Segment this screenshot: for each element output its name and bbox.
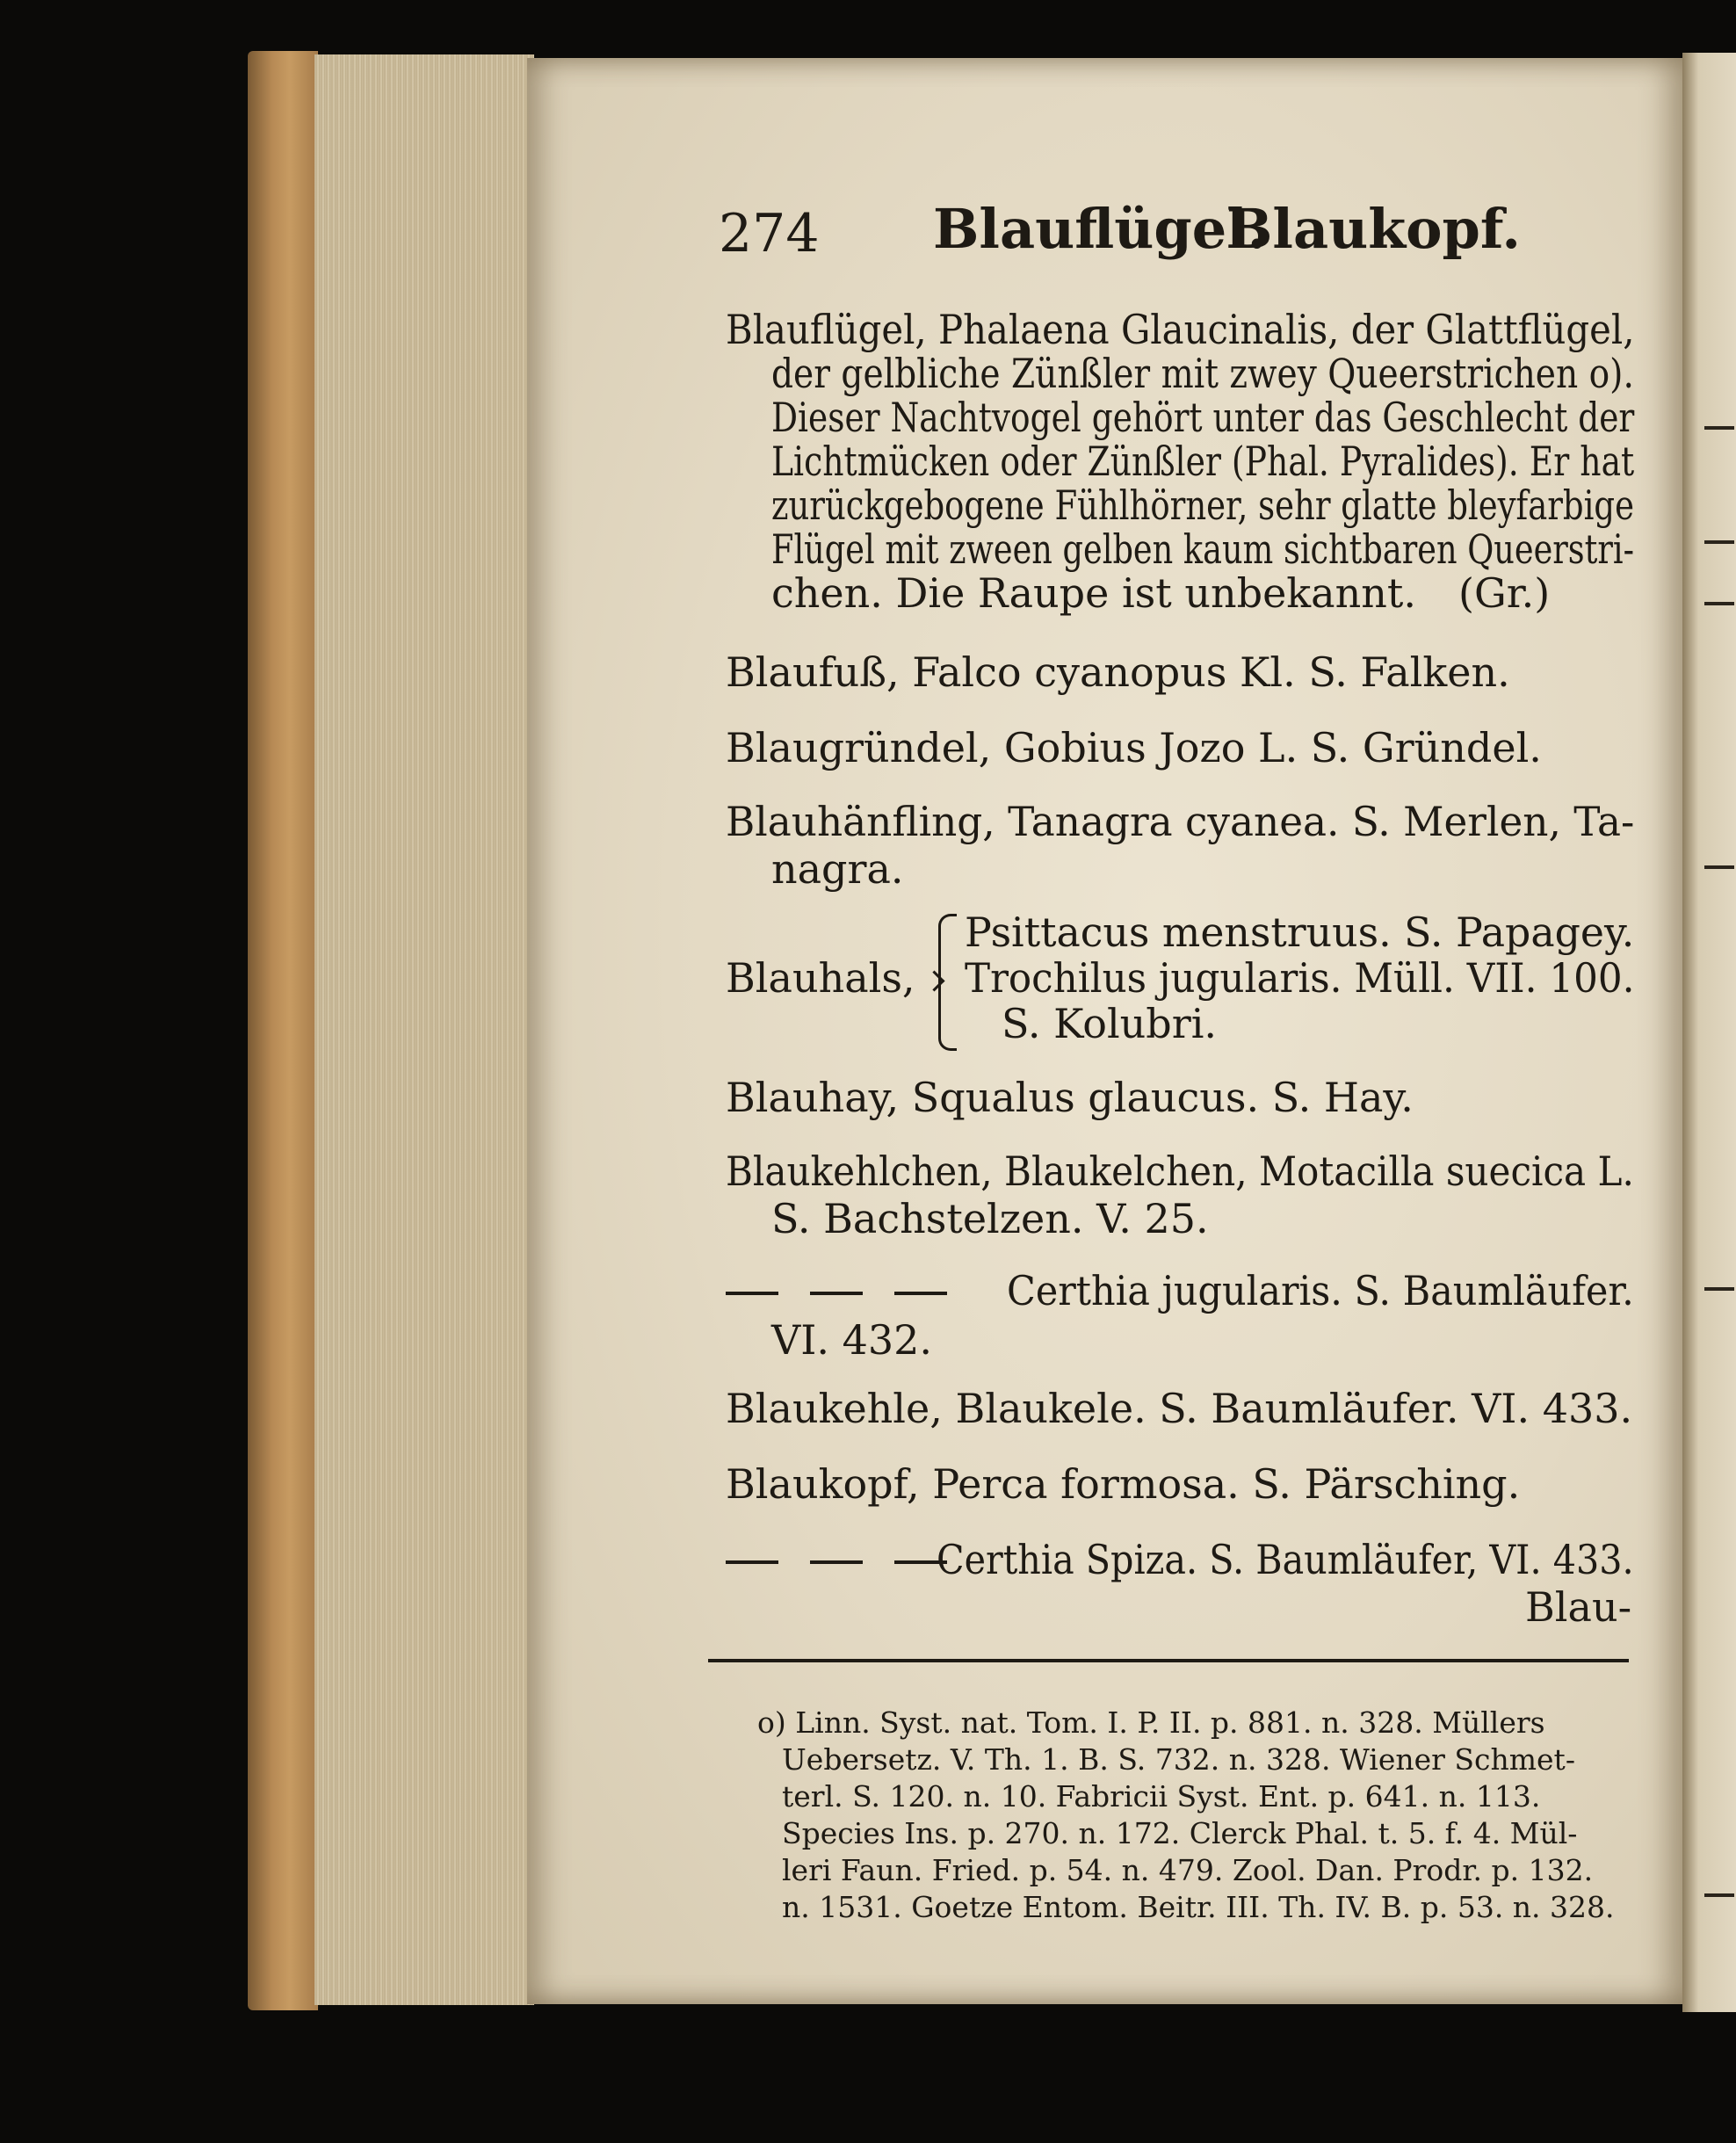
entry-line: S. Bachstelzen. V. 25. <box>771 1195 1209 1242</box>
entry-blaugruendel: Blaugründel, Gobius Jozo L. S. Gründel. <box>726 724 1542 771</box>
book-binding <box>248 51 318 2010</box>
entry-line: zurückgebogene Fühlhörner, sehr glatte bleyfarbige <box>771 481 1634 529</box>
entry-line: chen. Die Raupe ist unbekannt. <box>771 569 1416 617</box>
entry-blaufuss: Blaufuß, Falco cyanopus Kl. S. Falken. <box>726 648 1510 696</box>
facing-page-mark <box>1704 1893 1734 1897</box>
entry-line: Blauflügel, Phalaena Glaucinalis, der Glattflügel, <box>726 306 1635 353</box>
facing-page-mark <box>1704 426 1734 430</box>
footnote-line: n. 1531. Goetze Entom. Beitr. III. Th. IV. B. p. 53. n. 328. <box>782 1890 1615 1924</box>
entry-line: Lichtmücken oder Zünßler (Phal. Pyralides). Er hat <box>771 438 1635 485</box>
entry-line: Psittacus menstruus. S. Papagey. <box>965 909 1635 956</box>
footnote-line: o) Linn. Syst. nat. Tom. I. P. II. p. 881. n. 328. Müllers <box>757 1705 1545 1740</box>
footnote-line: leri Faun. Fried. p. 54. n. 479. Zool. Dan. Prodr. p. 132. <box>782 1853 1594 1887</box>
entry-line: Certhia jugularis. S. Baumläufer. <box>1007 1267 1634 1314</box>
footnote-line: Uebersetz. V. Th. 1. B. S. 732. n. 328. Wiener Schmet- <box>782 1742 1575 1777</box>
running-head-right-word: Blaukopf. <box>1226 197 1521 261</box>
entry-line: Trochilus jugularis. Müll. VII. 100. <box>965 954 1635 1002</box>
facing-page-mark <box>1704 1287 1734 1291</box>
facing-page-mark <box>1704 602 1734 605</box>
entry-blaukehle: Blaukehle, Blaukele. S. Baumläufer. VI. 433. <box>726 1385 1633 1432</box>
entry-line: VI. 432. <box>771 1316 933 1364</box>
entry-line: S. Kolubri. <box>1002 1000 1218 1047</box>
entry-blauhay: Blauhay, Squalus glaucus. S. Hay. <box>726 1074 1414 1121</box>
ditto-dash <box>726 1292 778 1295</box>
entry-line: Flügel mit zween gelben kaum sichtbaren Queerstri- <box>771 525 1634 573</box>
catchword: Blau- <box>1525 1583 1632 1631</box>
running-head-left-word: Blauflügel. <box>933 197 1267 261</box>
ditto-dash <box>810 1560 863 1564</box>
page-number: 274 <box>719 203 820 264</box>
ditto-dash <box>810 1292 863 1295</box>
entry-line: Certhia Spiza. S. Baumläufer, VI. 433. <box>937 1536 1634 1583</box>
entry-line: der gelbliche Zünßler mit zwey Queerstrichen o). <box>771 350 1634 397</box>
entry-term: Blauhals, <box>726 954 915 1002</box>
ditto-dash <box>726 1560 778 1564</box>
entry-line: nagra. <box>771 845 904 893</box>
footnote-rule <box>708 1659 1629 1662</box>
facing-page-mark <box>1704 540 1734 544</box>
entry-blaukopf: Blaukopf, Perca formosa. S. Pärsching. <box>726 1460 1521 1508</box>
facing-page-mark <box>1704 865 1734 869</box>
entry-line: Dieser Nachtvogel gehört unter das Geschlecht der <box>771 394 1635 441</box>
footnote-line: Species Ins. p. 270. n. 172. Clerck Phal. t. 5. f. 4. Mül- <box>782 1816 1578 1850</box>
facing-page-edge <box>1682 53 1736 2012</box>
author-signature: (Gr.) <box>1458 569 1551 617</box>
footnote-line: terl. S. 120. n. 10. Fabricii Syst. Ent. p. 641. n. 113. <box>782 1779 1541 1814</box>
ditto-dash <box>894 1292 947 1295</box>
entry-line: Blaukehlchen, Blaukelchen, Motacilla suecica L. <box>726 1148 1634 1195</box>
entry-line: Blauhänfling, Tanagra cyanea. S. Merlen, Ta- <box>726 798 1635 845</box>
page-edges <box>315 54 534 2005</box>
